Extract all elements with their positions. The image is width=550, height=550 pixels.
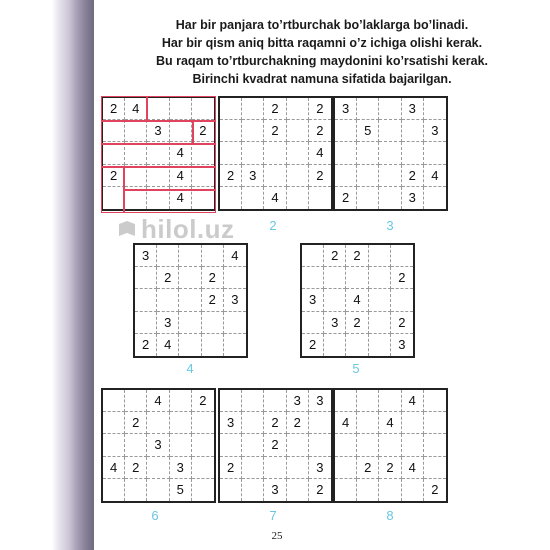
grid-cell bbox=[379, 120, 401, 142]
grid-cell bbox=[287, 434, 309, 456]
grid-cell bbox=[224, 312, 246, 334]
grid-cell bbox=[391, 289, 413, 311]
grid-cell bbox=[302, 267, 324, 289]
grid-cell bbox=[220, 98, 242, 120]
grid-cell bbox=[192, 434, 214, 456]
grid-cell: 3 bbox=[224, 289, 246, 311]
grid-cell: 3 bbox=[242, 165, 264, 187]
grid-cell: 2 bbox=[103, 98, 125, 120]
grid-cell bbox=[192, 98, 214, 120]
grid-cell bbox=[103, 412, 125, 434]
page-number: 25 bbox=[271, 530, 283, 542]
grid-cell bbox=[103, 142, 125, 164]
grid-cell: 4 bbox=[125, 98, 147, 120]
grid-cell bbox=[170, 390, 192, 412]
puzzle-number-label: 2 bbox=[269, 218, 277, 233]
grid-cell: 3 bbox=[220, 412, 242, 434]
grid-cell bbox=[202, 334, 224, 356]
grid-cell: 2 bbox=[335, 187, 357, 209]
grid-cell bbox=[357, 412, 379, 434]
grid-cell: 5 bbox=[170, 479, 192, 501]
grid-cell: 2 bbox=[402, 165, 424, 187]
grid-cell: 2 bbox=[379, 457, 401, 479]
grid-cell bbox=[369, 289, 391, 311]
grid-cell bbox=[242, 479, 264, 501]
grid-cell: 4 bbox=[170, 187, 192, 209]
puzzle-grid-5 bbox=[300, 243, 415, 358]
puzzle-grid-1 bbox=[101, 96, 216, 211]
grid-cell bbox=[242, 434, 264, 456]
grid-cell bbox=[402, 412, 424, 434]
grid-cell bbox=[357, 434, 379, 456]
grid-cell bbox=[324, 289, 346, 311]
grid-cell bbox=[357, 390, 379, 412]
grid-cell bbox=[309, 412, 331, 434]
grid-cell bbox=[335, 457, 357, 479]
grid-cell bbox=[357, 479, 379, 501]
grid-cell: 2 bbox=[431, 482, 439, 498]
grid-cell bbox=[369, 245, 391, 267]
grid-cell bbox=[379, 98, 401, 120]
grid-cell bbox=[424, 412, 446, 434]
grid-cell: 2 bbox=[264, 412, 286, 434]
watermark bbox=[117, 214, 235, 244]
grid-cell: 2 bbox=[135, 334, 157, 356]
grid-cell bbox=[125, 390, 147, 412]
grid-cell bbox=[264, 457, 286, 479]
grid-cell bbox=[287, 142, 309, 164]
grid-cell bbox=[379, 187, 401, 209]
grid-cell: 3 bbox=[170, 457, 192, 479]
grid-cell bbox=[264, 165, 286, 187]
grid-cell: 3 bbox=[398, 337, 406, 353]
grid-cell bbox=[103, 187, 125, 209]
grid-cell: 3 bbox=[309, 457, 331, 479]
grid-cell bbox=[147, 98, 169, 120]
grid-cell: 2 bbox=[287, 412, 309, 434]
grid-cell bbox=[192, 165, 214, 187]
grid-cell bbox=[103, 434, 125, 456]
grid-cell: 2 bbox=[103, 165, 125, 187]
grid-cell bbox=[302, 312, 324, 334]
grid-cell: 4 bbox=[346, 289, 368, 311]
grid-cell bbox=[369, 267, 391, 289]
grid-cell bbox=[287, 187, 309, 209]
puzzle-number-label: 5 bbox=[352, 361, 360, 376]
grid-cell: 3 bbox=[302, 289, 324, 311]
grid-cell: 3 bbox=[402, 187, 424, 209]
grid-cell bbox=[402, 434, 424, 456]
grid-cell bbox=[346, 334, 368, 356]
grid-cell: 2 bbox=[202, 289, 224, 311]
grid-cell bbox=[379, 390, 401, 412]
grid-cell bbox=[192, 457, 214, 479]
grid-cell bbox=[391, 245, 413, 267]
grid-cell: 2 bbox=[192, 390, 214, 412]
grid-cell bbox=[242, 187, 264, 209]
grid-cell bbox=[424, 390, 446, 412]
grid-cell bbox=[324, 334, 346, 356]
grid-cell bbox=[147, 187, 169, 209]
grid-cell bbox=[179, 289, 201, 311]
grid-cell bbox=[220, 187, 242, 209]
book-spine-shadow bbox=[0, 0, 94, 550]
grid-cell bbox=[179, 245, 201, 267]
grid-cell bbox=[170, 412, 192, 434]
grid-cell bbox=[103, 120, 125, 142]
grid-cell: 2 bbox=[346, 312, 368, 334]
puzzle-grid-7 bbox=[218, 388, 333, 503]
instruction-line-4: Birinchi kvadrat namuna sifatida bajarilgan. bbox=[192, 72, 452, 86]
grid-cell: 2 bbox=[357, 457, 379, 479]
grid-cell: 4 bbox=[170, 165, 192, 187]
grid-cell bbox=[224, 334, 246, 356]
grid-cell bbox=[202, 312, 224, 334]
grid-cell bbox=[357, 187, 379, 209]
grid-cell: 3 bbox=[264, 479, 286, 501]
book-logo-icon bbox=[117, 219, 137, 239]
grid-cell bbox=[220, 479, 242, 501]
grid-cell: 3 bbox=[424, 120, 446, 142]
grid-cell bbox=[402, 479, 424, 501]
grid-cell bbox=[202, 245, 224, 267]
grid-cell bbox=[287, 479, 309, 501]
grid-cell bbox=[125, 479, 147, 501]
grid-cell: 2 bbox=[220, 165, 242, 187]
grid-cell bbox=[287, 120, 309, 142]
grid-cell bbox=[324, 267, 346, 289]
grid-cell: 2 bbox=[346, 245, 368, 267]
grid-cell: 2 bbox=[302, 334, 324, 356]
grid-cell bbox=[103, 390, 125, 412]
grid-cell: 2 bbox=[192, 120, 214, 142]
grid-cell bbox=[125, 434, 147, 456]
grid-cell bbox=[242, 412, 264, 434]
grid-cell bbox=[192, 412, 214, 434]
puzzle-number-label: 8 bbox=[386, 508, 394, 523]
grid-cell: 4 bbox=[379, 412, 401, 434]
grid-cell: 2 bbox=[324, 245, 346, 267]
grid-cell bbox=[264, 142, 286, 164]
grid-cell bbox=[147, 479, 169, 501]
grid-cell bbox=[179, 267, 201, 289]
grid-cell: 4 bbox=[402, 457, 424, 479]
grid-cell bbox=[335, 390, 357, 412]
grid-cell bbox=[224, 267, 246, 289]
puzzle-grid-4 bbox=[133, 243, 248, 358]
grid-cell bbox=[179, 312, 201, 334]
grid-cell: 4 bbox=[103, 457, 125, 479]
grid-cell bbox=[335, 165, 357, 187]
grid-cell: 3 bbox=[147, 120, 169, 142]
grid-cell: 2 bbox=[220, 457, 242, 479]
grid-cell bbox=[192, 142, 214, 164]
grid-cell bbox=[135, 312, 157, 334]
grid-cell bbox=[309, 434, 331, 456]
grid-cell bbox=[242, 120, 264, 142]
grid-cell: 2 bbox=[309, 165, 331, 187]
grid-cell: 4 bbox=[335, 412, 357, 434]
grid-cell: 3 bbox=[335, 98, 357, 120]
grid-cell bbox=[369, 334, 391, 356]
grid-cell bbox=[335, 434, 357, 456]
grid-cell bbox=[424, 434, 446, 456]
grid-cell: 3 bbox=[287, 390, 309, 412]
grid-cell: 4 bbox=[264, 187, 286, 209]
puzzle-grid-2 bbox=[218, 96, 333, 211]
grid-cell bbox=[309, 187, 331, 209]
watermark-text: hilol.uz bbox=[141, 213, 235, 244]
grid-cell bbox=[379, 434, 401, 456]
grid-cell bbox=[335, 479, 357, 501]
grid-cell bbox=[379, 165, 401, 187]
grid-cell: 4 bbox=[402, 390, 424, 412]
grid-cell bbox=[357, 165, 379, 187]
grid-cell bbox=[424, 187, 446, 209]
grid-cell bbox=[135, 267, 157, 289]
grid-cell: 2 bbox=[125, 457, 147, 479]
grid-cell: 2 bbox=[309, 98, 331, 120]
grid-cell bbox=[287, 165, 309, 187]
instruction-line-3: Bu raqam to’rtburchakning maydonini ko’rsatishi kerak. bbox=[155, 54, 489, 68]
grid-cell bbox=[220, 390, 242, 412]
grid-cell bbox=[125, 187, 147, 209]
instruction-line-1: Har bir panjara to’rtburchak bo’laklarga bo’linadi. bbox=[175, 18, 469, 32]
grid-cell bbox=[242, 390, 264, 412]
grid-cell bbox=[357, 142, 379, 164]
grid-cell bbox=[424, 457, 446, 479]
grid-cell bbox=[335, 120, 357, 142]
grid-cell bbox=[242, 98, 264, 120]
grid-cell: 2 bbox=[264, 120, 286, 142]
grid-cell bbox=[369, 312, 391, 334]
grid-cell bbox=[264, 390, 286, 412]
grid-cell bbox=[402, 120, 424, 142]
puzzle-number-label: 4 bbox=[186, 361, 194, 376]
grid-cell bbox=[125, 165, 147, 187]
grid-cell: 2 bbox=[157, 267, 179, 289]
grid-cell bbox=[147, 412, 169, 434]
grid-cell bbox=[357, 98, 379, 120]
grid-cell: 4 bbox=[157, 334, 179, 356]
grid-cell: 2 bbox=[202, 267, 224, 289]
puzzle-grid-8 bbox=[333, 388, 448, 503]
puzzle-number-label: 3 bbox=[386, 218, 394, 233]
grid-cell: 4 bbox=[147, 390, 169, 412]
puzzle-number-label: 6 bbox=[151, 508, 159, 523]
grid-cell bbox=[242, 457, 264, 479]
grid-cell: 3 bbox=[157, 312, 179, 334]
grid-cell: 4 bbox=[309, 142, 331, 164]
grid-cell bbox=[220, 120, 242, 142]
grid-cell bbox=[335, 142, 357, 164]
grid-cell bbox=[147, 142, 169, 164]
grid-cell bbox=[170, 98, 192, 120]
grid-cell: 3 bbox=[402, 98, 424, 120]
grid-cell: 3 bbox=[135, 245, 157, 267]
grid-cell bbox=[135, 289, 157, 311]
grid-cell: 5 bbox=[357, 120, 379, 142]
grid-cell bbox=[157, 289, 179, 311]
grid-cell bbox=[103, 479, 125, 501]
grid-cell: 2 bbox=[309, 120, 331, 142]
grid-cell: 4 bbox=[424, 165, 446, 187]
grid-cell: 2 bbox=[391, 267, 413, 289]
grid-cell bbox=[287, 98, 309, 120]
grid-cell bbox=[192, 479, 214, 501]
grid-cell bbox=[220, 434, 242, 456]
instruction-line-2: Har bir qism aniq bitta raqamni o’z ichiga olishi kerak. bbox=[161, 36, 483, 50]
grid-cell bbox=[424, 98, 446, 120]
puzzle-grid-3 bbox=[333, 96, 448, 211]
grid-cell: 2 bbox=[264, 434, 286, 456]
grid-cell: 2 bbox=[316, 482, 324, 498]
grid-cell bbox=[379, 479, 401, 501]
grid-cell: 4 bbox=[224, 245, 246, 267]
grid-cell bbox=[157, 245, 179, 267]
grid-cell bbox=[242, 142, 264, 164]
grid-cell bbox=[402, 142, 424, 164]
grid-cell bbox=[125, 142, 147, 164]
grid-cell: 2 bbox=[125, 412, 147, 434]
grid-cell: 4 bbox=[170, 142, 192, 164]
grid-cell bbox=[147, 457, 169, 479]
grid-cell bbox=[170, 434, 192, 456]
grid-cell: 3 bbox=[324, 312, 346, 334]
grid-cell bbox=[302, 245, 324, 267]
puzzle-grid-6 bbox=[101, 388, 216, 503]
grid-cell bbox=[125, 120, 147, 142]
grid-cell bbox=[147, 165, 169, 187]
grid-cell: 2 bbox=[391, 312, 413, 334]
grid-cell bbox=[170, 120, 192, 142]
puzzle-number-label: 7 bbox=[269, 508, 277, 523]
grid-cell bbox=[220, 142, 242, 164]
grid-cell: 3 bbox=[309, 390, 331, 412]
grid-cell bbox=[424, 142, 446, 164]
grid-cell bbox=[192, 187, 214, 209]
grid-cell: 2 bbox=[264, 98, 286, 120]
grid-cell bbox=[346, 267, 368, 289]
grid-cell bbox=[379, 142, 401, 164]
grid-cell: 3 bbox=[147, 434, 169, 456]
grid-cell bbox=[287, 457, 309, 479]
grid-cell bbox=[179, 334, 201, 356]
